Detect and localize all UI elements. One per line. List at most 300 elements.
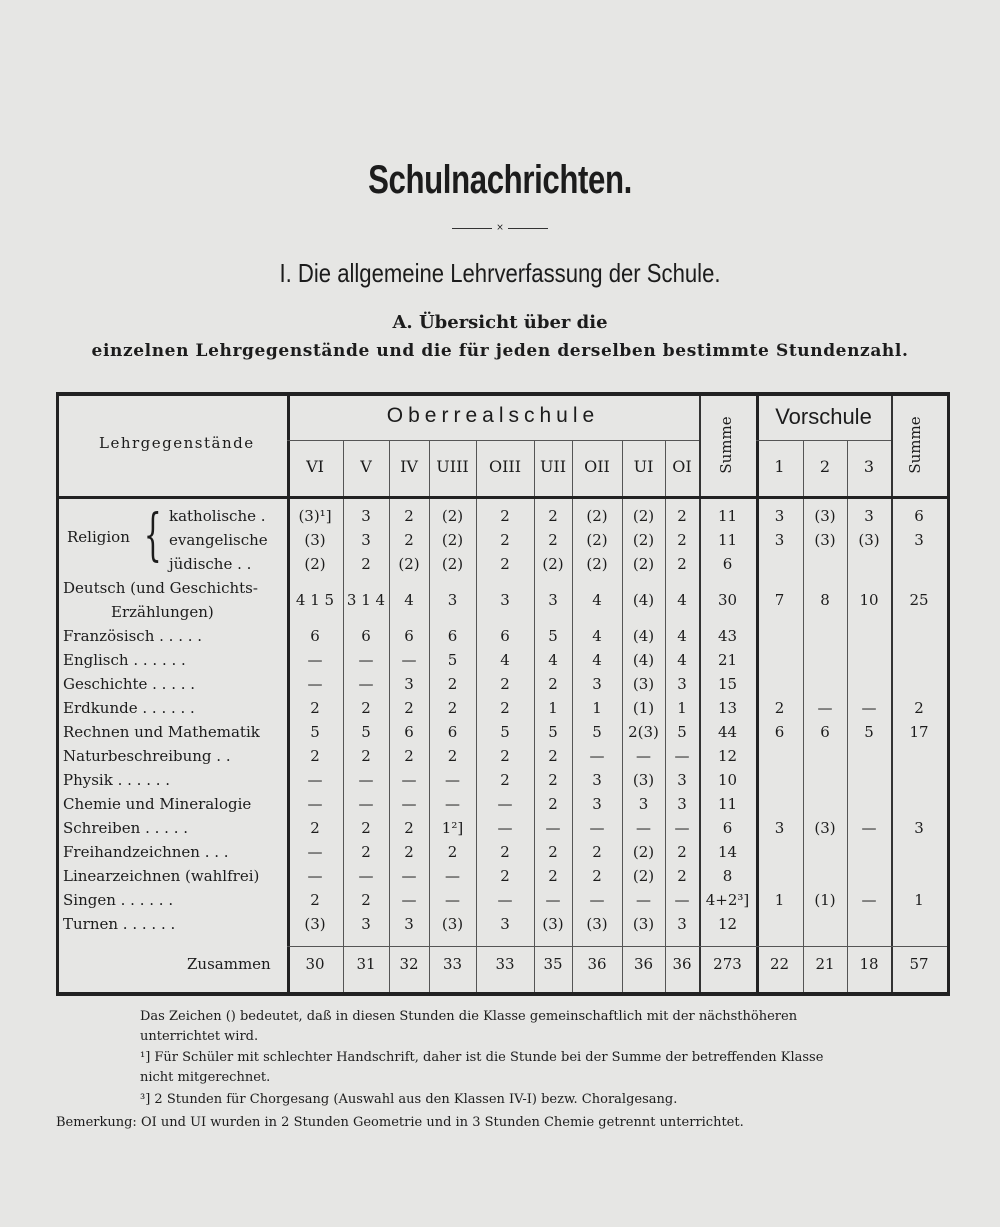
table-cell: (2) <box>586 531 608 549</box>
sum-cell: 30 <box>717 591 738 609</box>
subject-label: Erdkunde . . . . . . <box>63 699 195 717</box>
table-cell: — <box>817 699 833 717</box>
subject-label: Singen . . . . . . <box>63 891 174 909</box>
table-cell: 2 <box>447 747 458 765</box>
table-cell <box>803 672 847 696</box>
table-cell: — <box>358 771 374 789</box>
total-cell: 33 <box>495 955 515 973</box>
subject-column-header: Lehrgegenstände <box>99 434 255 452</box>
table-cell: 2 <box>404 747 414 765</box>
table-cell: 5 <box>864 723 874 741</box>
table-cell: — <box>861 891 877 909</box>
column-header: 2 <box>819 457 831 476</box>
table-cell: 2 <box>447 699 458 717</box>
table-cell: 3 <box>677 675 687 693</box>
table-cell: — <box>861 699 877 717</box>
subject-label: Turnen . . . . . . <box>63 915 176 933</box>
table-cell: 3 <box>774 819 785 837</box>
table-cell <box>803 648 847 672</box>
table-cell: — <box>358 651 374 669</box>
table-cell: 10 <box>859 591 879 609</box>
table-cell: (2) <box>586 555 608 573</box>
sum-cell: 12 <box>717 747 738 765</box>
subsection-heading: A. Übersicht über die <box>392 312 608 333</box>
table-cell: 4 <box>677 627 687 645</box>
table-cell: 2 <box>404 507 414 525</box>
total-cell: 21 <box>815 955 835 973</box>
table-cell <box>756 552 803 576</box>
table-cell <box>803 840 847 864</box>
total-sum-cell: 273 <box>713 955 742 973</box>
vsum-cell <box>891 552 947 576</box>
vsum-cell: 2 <box>914 699 924 717</box>
table-cell: — <box>307 795 323 813</box>
table-cell: 4 <box>592 591 602 609</box>
table-cell: (3) <box>632 771 655 789</box>
table-cell: 2 <box>500 843 510 861</box>
table-cell: (2) <box>586 507 608 525</box>
table-cell: 4 <box>677 591 687 609</box>
table-cell: 6 <box>774 723 785 741</box>
header-rule <box>59 496 947 499</box>
table-cell: 6 <box>404 627 414 645</box>
vorschule-header: Vorschule <box>775 404 872 429</box>
table-cell <box>803 552 847 576</box>
title-divider: × <box>452 223 548 233</box>
table-cell <box>756 864 803 888</box>
table-cell: — <box>589 891 605 909</box>
table-cell: 2 <box>592 867 602 885</box>
total-cell: 22 <box>769 955 790 973</box>
sum-cell: 43 <box>717 627 738 645</box>
table-cell: (3) <box>632 915 655 933</box>
table-cell: 2 <box>677 843 687 861</box>
table-cell: 3 <box>548 591 558 609</box>
column-header: VI <box>306 457 324 476</box>
total-cell: 33 <box>442 955 463 973</box>
table-cell: 2(3) <box>628 723 659 741</box>
table-cell: — <box>497 795 513 813</box>
summe-header-ober: Summe <box>717 416 735 474</box>
sum-cell: 11 <box>717 531 738 549</box>
column-header: OI <box>672 457 692 476</box>
table-cell: — <box>674 891 690 909</box>
table-cell: (3) <box>441 915 464 933</box>
table-cell: 2 <box>361 819 371 837</box>
column-header: UI <box>633 457 654 476</box>
table-cell: (2) <box>632 867 655 885</box>
table-cell: (2) <box>632 507 655 525</box>
column-header: OIII <box>488 457 522 476</box>
table-cell: 3 <box>864 507 874 525</box>
table-cell <box>803 744 847 768</box>
table-cell: 2 <box>548 531 558 549</box>
vsum-cell <box>891 672 947 696</box>
table-cell: 2 <box>361 699 371 717</box>
table-cell: 2 <box>677 531 687 549</box>
table-cell <box>847 624 891 648</box>
subject-label-cont: Erzählungen) <box>111 603 214 621</box>
table-cell: 1 <box>548 699 558 717</box>
table-cell: (2) <box>542 555 564 573</box>
table-cell: (3) <box>814 531 836 549</box>
table-cell: (2) <box>632 555 655 573</box>
table-cell: 4 <box>677 651 687 669</box>
table-cell: 6 <box>447 627 458 645</box>
vsum-cell <box>891 840 947 864</box>
table-cell: 2 <box>500 531 510 549</box>
table-cell: 2 <box>447 843 458 861</box>
vsum-cell: 3 <box>914 531 924 549</box>
table-cell: 3 <box>592 675 602 693</box>
table-cell: — <box>589 747 605 765</box>
table-cell <box>756 648 803 672</box>
vsum-cell: 17 <box>909 723 929 741</box>
subsection-subheading: einzelnen Lehrgegenstände und die für jeden derselben bestimmte Stundenzahl. <box>91 341 909 361</box>
table-cell: 6 <box>361 627 371 645</box>
vsum-cell: 25 <box>909 591 929 609</box>
table-cell: — <box>358 675 374 693</box>
table-cell: — <box>445 795 460 813</box>
column-header: UII <box>539 457 567 476</box>
table-cell: 3 <box>404 915 414 933</box>
vsum-cell <box>891 864 947 888</box>
table-cell: — <box>445 867 460 885</box>
table-cell: 5 <box>361 723 371 741</box>
table-cell <box>756 744 803 768</box>
table-cell: 3 <box>447 591 458 609</box>
table-cell: (3) <box>586 915 608 933</box>
total-cell: 31 <box>356 955 376 973</box>
table-cell: 2 <box>500 867 510 885</box>
table-cell: — <box>636 819 651 837</box>
table-cell: 2 <box>548 867 558 885</box>
table-cell: 2 <box>500 747 510 765</box>
sum-cell: 4+2³] <box>705 891 750 909</box>
table-cell: 2 <box>404 531 414 549</box>
sum-cell: 6 <box>722 555 733 573</box>
table-cell <box>847 864 891 888</box>
subject-label: Schreiben . . . . . <box>63 819 189 837</box>
table-cell: (4) <box>632 651 655 669</box>
table-cell: — <box>401 891 417 909</box>
table-cell: — <box>445 771 460 789</box>
vsum-cell: 1 <box>914 891 924 909</box>
table-cell: 2 <box>548 747 558 765</box>
table-cell: 2 <box>361 891 371 909</box>
table-cell: (4) <box>632 591 655 609</box>
table-cell <box>847 672 891 696</box>
table-cell: (2) <box>441 531 464 549</box>
table-cell: 2 <box>310 819 320 837</box>
table-cell: — <box>401 795 417 813</box>
vsum-cell <box>891 912 947 936</box>
table-cell: 2 <box>404 843 414 861</box>
subject-label: Englisch . . . . . . <box>63 651 186 669</box>
sum-cell: 8 <box>722 867 733 885</box>
table-cell: 3 <box>638 795 649 813</box>
total-rule <box>287 946 947 947</box>
table-cell: 3 <box>774 507 785 525</box>
table-cell: — <box>545 891 561 909</box>
subject-label: evangelische <box>169 531 268 549</box>
table-cell <box>803 912 847 936</box>
table-cell: 3 <box>361 531 371 549</box>
religion-brace: { <box>143 503 162 568</box>
table-cell <box>756 840 803 864</box>
sum-cell: 12 <box>717 915 738 933</box>
table-cell: 7 <box>774 591 785 609</box>
table-cell: — <box>307 843 323 861</box>
table-cell: — <box>861 819 877 837</box>
table-cell: 2 <box>447 675 458 693</box>
table-cell: 4 <box>548 651 558 669</box>
table-cell: 6 <box>310 627 320 645</box>
table-cell: 4 <box>500 651 510 669</box>
table-cell: — <box>636 891 651 909</box>
table-cell: — <box>307 771 323 789</box>
vsum-cell <box>891 624 947 648</box>
table-cell: 5 <box>592 723 602 741</box>
table-cell: (3) <box>814 819 836 837</box>
column-header: V <box>360 457 372 476</box>
table-cell: — <box>445 891 460 909</box>
sum-cell: 6 <box>722 819 733 837</box>
subject-label: Freihandzeichnen . . . <box>63 843 229 861</box>
table-cell: (3) <box>814 507 836 525</box>
table-cell <box>847 648 891 672</box>
vsum-cell <box>891 744 947 768</box>
total-cell: 30 <box>305 955 325 973</box>
table-cell: 2 <box>677 555 687 573</box>
table-cell: 2 <box>310 891 320 909</box>
table-cell: (2) <box>632 843 655 861</box>
footnote-parentheses-cont: unterrichtet wird. <box>140 1029 259 1044</box>
sum-cell: 10 <box>717 771 738 789</box>
table-cell <box>756 624 803 648</box>
table-cell: (3) <box>632 675 655 693</box>
subject-label: Chemie und Mineralogie <box>63 795 252 813</box>
subject-label: Geschichte . . . . . <box>63 675 196 693</box>
subject-label: Rechnen und Mathematik <box>63 723 260 741</box>
table-cell: — <box>589 819 605 837</box>
table-cell: 8 <box>820 591 830 609</box>
column-header: 3 <box>863 457 875 476</box>
table-cell: 6 <box>820 723 830 741</box>
column-header: 1 <box>774 457 785 476</box>
table-cell: 3 <box>500 591 510 609</box>
table-cell: (4) <box>632 627 655 645</box>
table-cell: 2 <box>500 675 510 693</box>
sum-cell: 14 <box>717 843 738 861</box>
table-cell: (2) <box>441 507 464 525</box>
table-cell: 2 <box>361 843 371 861</box>
table-cell <box>803 624 847 648</box>
table-cell: 4 1 5 <box>295 591 335 609</box>
table-cell: 5 <box>310 723 320 741</box>
table-cell: 2 <box>500 771 510 789</box>
table-cell: (3)¹] <box>298 507 332 525</box>
table-cell: 2 <box>500 507 510 525</box>
table-cell: (3) <box>542 915 564 933</box>
table-cell: (2) <box>632 531 655 549</box>
table-cell: (3) <box>304 531 326 549</box>
table-cell: — <box>401 651 417 669</box>
table-cell: 1 <box>592 699 602 717</box>
total-cell: 36 <box>633 955 654 973</box>
footnote-3: ³] 2 Stunden für Chorgesang (Auswahl aus den Klassen IV-I) bezw. Choralgesang. <box>140 1092 678 1107</box>
table-cell: 6 <box>447 723 458 741</box>
sum-cell: 13 <box>717 699 738 717</box>
oberrealschule-header: Oberrealschule <box>386 404 600 427</box>
table-cell: 1²] <box>441 819 464 837</box>
table-cell: (2) <box>304 555 326 573</box>
table-cell <box>756 792 803 816</box>
table-cell: — <box>307 675 323 693</box>
subject-label: jüdische . . <box>169 555 252 573</box>
table-cell: — <box>674 819 690 837</box>
table-cell: — <box>401 867 417 885</box>
sum-cell: 21 <box>717 651 738 669</box>
table-cell <box>803 768 847 792</box>
table-cell <box>803 792 847 816</box>
table-cell: — <box>497 891 513 909</box>
table-cell: 6 <box>500 627 510 645</box>
table-cell: 4 <box>592 651 602 669</box>
table-cell: 2 <box>548 675 558 693</box>
table-cell: — <box>358 795 374 813</box>
table-cell: 3 <box>404 675 414 693</box>
remark: Bemerkung: OI und UI wurden in 2 Stunden Geometrie und in 3 Stunden Chemie getrennt unterrichtet. <box>56 1115 744 1130</box>
table-cell <box>847 744 891 768</box>
table-cell: 5 <box>500 723 510 741</box>
table-cell: 1 <box>677 699 687 717</box>
group-underline <box>756 440 891 441</box>
page-title: Schulnachrichten. <box>368 158 632 202</box>
table-cell: — <box>401 771 417 789</box>
subject-label: Linearzeichnen (wahlfrei) <box>63 867 260 885</box>
sum-cell: 11 <box>717 795 738 813</box>
table-cell <box>756 912 803 936</box>
table-cell: 3 <box>361 507 371 525</box>
vsum-cell <box>891 648 947 672</box>
sum-cell: 11 <box>717 507 738 525</box>
subject-label: katholische . <box>169 507 266 525</box>
table-cell <box>847 792 891 816</box>
table-cell: — <box>674 747 690 765</box>
total-cell: 18 <box>859 955 879 973</box>
footnote-1: ¹] Für Schüler mit schlechter Handschrift, daher ist die Stunde bei der Summe der betreffenden Klasse <box>140 1050 824 1065</box>
vsum-cell: 6 <box>914 507 924 525</box>
sum-cell: 15 <box>717 675 738 693</box>
group-underline <box>287 440 699 441</box>
table-cell <box>847 840 891 864</box>
table-cell: 5 <box>677 723 687 741</box>
table-cell: 3 <box>677 771 687 789</box>
table-cell: 2 <box>310 699 320 717</box>
table-cell <box>847 912 891 936</box>
table-cell: 2 <box>677 507 687 525</box>
column-header: UIII <box>436 457 469 476</box>
table-cell: 5 <box>548 723 558 741</box>
table-cell: 2 <box>548 795 558 813</box>
table-cell <box>847 552 891 576</box>
table-cell: — <box>358 867 374 885</box>
table-cell: 2 <box>592 843 602 861</box>
table-cell: 6 <box>404 723 414 741</box>
table-cell: 5 <box>447 651 458 669</box>
table-cell: — <box>545 819 561 837</box>
footnote-1-cont: nicht mitgerechnet. <box>140 1070 271 1085</box>
table-cell: 2 <box>500 555 510 573</box>
summe-header-vor: Summe <box>906 416 924 474</box>
table-cell: 2 <box>361 747 371 765</box>
table-cell: 2 <box>310 747 320 765</box>
table-cell: 3 1 4 <box>346 591 386 609</box>
vsum-cell: 3 <box>914 819 924 837</box>
table-cell <box>803 864 847 888</box>
section-heading: I. Die allgemeine Lehrverfassung der Schule. <box>279 258 721 288</box>
table-cell: 2 <box>404 819 414 837</box>
subject-label: Französisch . . . . . <box>63 627 203 645</box>
table-cell: 3 <box>774 531 785 549</box>
subject-label: Deutsch (und Geschichts- <box>63 579 258 597</box>
table-cell: — <box>307 867 323 885</box>
curriculum-table <box>56 392 950 996</box>
table-cell: (2) <box>441 555 464 573</box>
table-cell: — <box>636 747 651 765</box>
table-cell: (1) <box>814 891 836 909</box>
total-vsum-cell: 57 <box>909 955 929 973</box>
table-cell: (1) <box>632 699 655 717</box>
table-cell: 3 <box>677 915 687 933</box>
table-cell: 3 <box>592 795 602 813</box>
total-cell: 36 <box>672 955 692 973</box>
column-header: IV <box>400 457 418 476</box>
table-cell: — <box>497 819 513 837</box>
table-cell: 2 <box>361 555 371 573</box>
table-cell: 2 <box>774 699 785 717</box>
table-cell: 2 <box>404 699 414 717</box>
table-cell: 2 <box>548 843 558 861</box>
table-cell: 4 <box>404 591 414 609</box>
table-cell: 5 <box>548 627 558 645</box>
total-cell: 36 <box>587 955 607 973</box>
total-label: Zusammen <box>187 955 271 973</box>
table-cell: (3) <box>304 915 326 933</box>
table-cell: 2 <box>548 507 558 525</box>
column-header: OII <box>584 457 610 476</box>
total-cell: 32 <box>399 955 419 973</box>
table-cell: 3 <box>500 915 510 933</box>
religion-label: Religion <box>67 528 130 546</box>
table-cell <box>756 672 803 696</box>
subject-label: Naturbeschreibung . . <box>63 747 231 765</box>
total-cell: 35 <box>543 955 563 973</box>
table-cell: 4 <box>592 627 602 645</box>
sum-cell: 44 <box>717 723 738 741</box>
table-cell: 2 <box>500 699 510 717</box>
table-cell: (3) <box>858 531 880 549</box>
footnote-parentheses: Das Zeichen () bedeutet, daß in diesen Stunden die Klasse gemeinschaftlich mit der nächsthöheren <box>140 1009 798 1024</box>
table-cell: 3 <box>592 771 602 789</box>
vsum-cell <box>891 768 947 792</box>
subject-label: Physik . . . . . . <box>63 771 171 789</box>
table-cell <box>847 768 891 792</box>
table-cell: 3 <box>361 915 371 933</box>
table-cell: 2 <box>677 867 687 885</box>
table-cell: 2 <box>548 771 558 789</box>
